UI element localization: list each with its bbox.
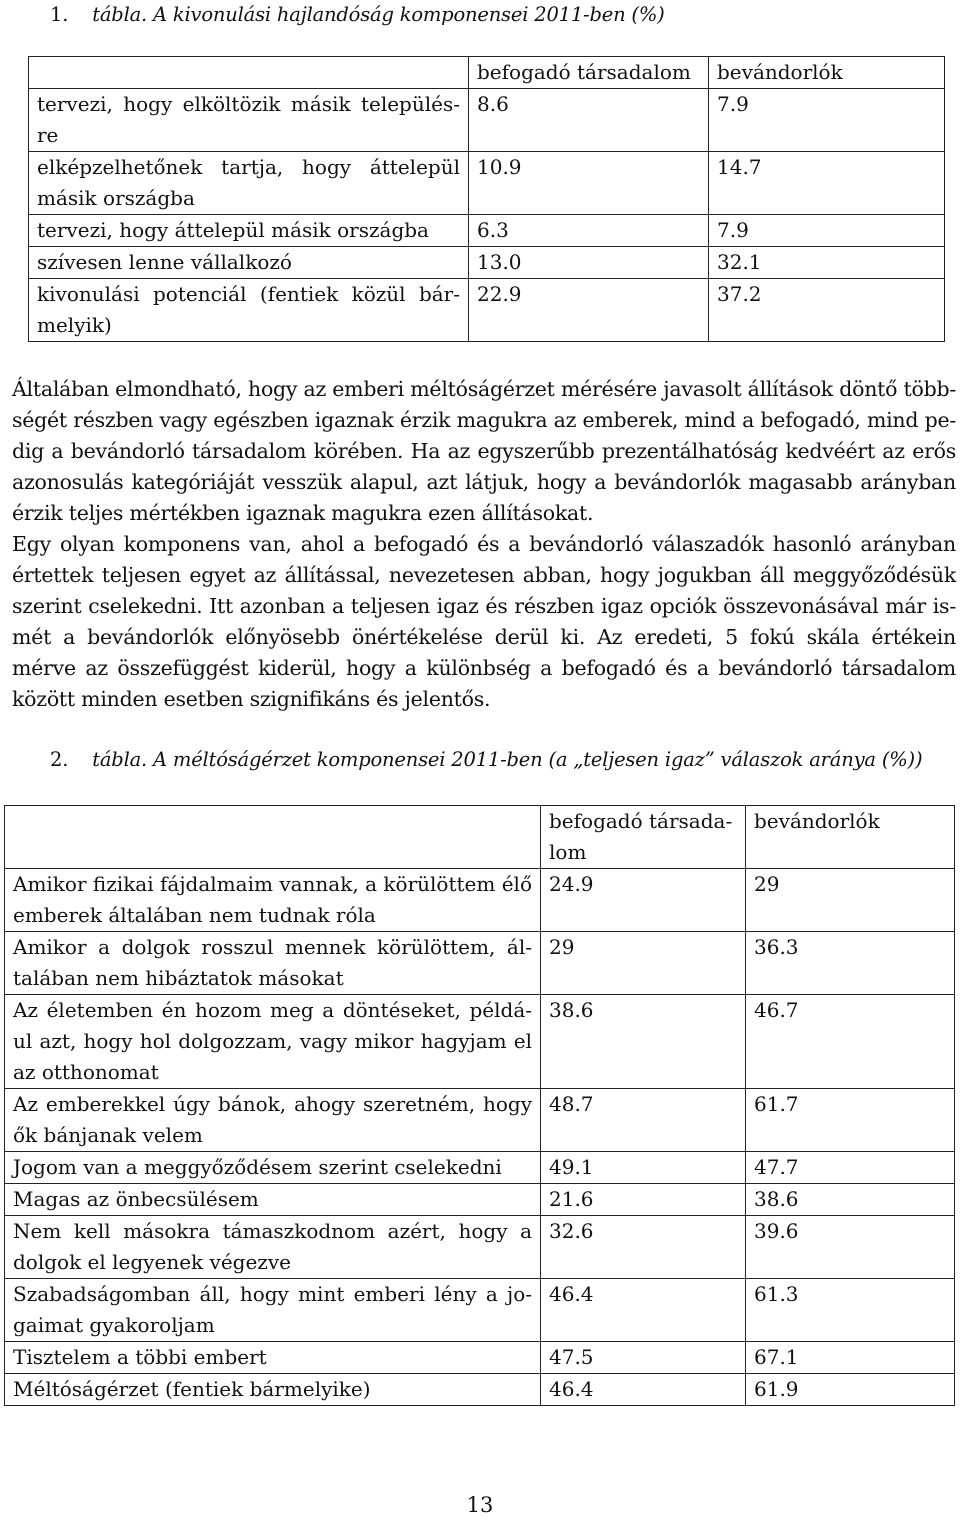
page-number: 13: [466, 1493, 494, 1517]
row-label: Méltóságérzet (fentiek bármelyike): [5, 1374, 541, 1406]
row-label: szívesen lenne vállalkozó: [29, 247, 469, 279]
paragraph-2: Egy olyan komponens van, ahol a befogadó és a bevándorló válaszadók hasonló arányban értettek teljesen egyet az állítással, nevezetesen abban, hogy jogukban áll meggyőződésük szerint cselekedni. Itt azonban a teljesen igaz és részben igaz opciók összevonásával már is-mét a bevándorlók előnyösebb önértékelése derül ki. Az eredeti, 5 fokú skála értékein mérve az összefüggést kiderül, hogy a különbség a befogadó és a bevándorló társadalom között minden esetben szignifikáns és jelentős.: [12, 532, 956, 711]
immigrant-value: 7.9: [709, 89, 945, 152]
table-row: [5, 1279, 955, 1342]
table-row: [5, 1152, 955, 1184]
column-header: befogadó társadalom: [469, 57, 709, 89]
immigrant-value: 36.3: [746, 932, 955, 995]
table-row: [5, 995, 955, 1089]
immigrant-value: 7.9: [709, 215, 945, 247]
table2-caption-number: 2.: [50, 748, 69, 771]
paragraph-1: Általában elmondható, hogy az emberi méltóságérzet mérésére javasolt állítások döntő több-ségét részben vagy egészben igaznak érzik magukra az emberek, mind a befogadó, mind pe-dig a bevándorló társadalom körében. Ha az egyszerűbb prezentálhatóság kedvéért az erős azonosulás kategóriáját vesszük alapul, azt látjuk, hogy a bevándorlók magasabb arányban érzik teljes mértékben igaznak magukra ezen állításokat.: [12, 377, 957, 525]
host-value: 46.4: [541, 1374, 746, 1406]
row-label: tervezi, hogy elköltözik másik település-re: [29, 89, 469, 152]
host-value: 47.5: [541, 1342, 746, 1374]
host-value: 10.9: [469, 152, 709, 215]
host-value: 24.9: [541, 869, 746, 932]
row-label: Nem kell másokra támaszkodnom azért, hogy a dolgok el legyenek végezve: [5, 1216, 541, 1279]
table-row: [29, 215, 945, 247]
host-value: 46.4: [541, 1279, 746, 1342]
table-header-row: [5, 806, 955, 869]
column-header: [5, 806, 541, 869]
table2-caption: [50, 748, 922, 771]
table1-caption-number: 1.: [50, 3, 69, 26]
body-text: [12, 374, 956, 715]
row-label: tervezi, hogy áttelepül másik országba: [29, 215, 469, 247]
row-label: Szabadságomban áll, hogy mint emberi lény a jo-gaimat gyakoroljam: [5, 1279, 541, 1342]
immigrant-value: 39.6: [746, 1216, 955, 1279]
table-header-row: [29, 57, 945, 89]
host-value: 21.6: [541, 1184, 746, 1216]
row-label: Magas az önbecsülésem: [5, 1184, 541, 1216]
column-header: bevándorlók: [746, 806, 955, 869]
table-row: [5, 1216, 955, 1279]
immigrant-value: 37.2: [709, 279, 945, 342]
immigrant-value: 38.6: [746, 1184, 955, 1216]
row-label: Amikor a dolgok rosszul mennek körülöttem, ál-talában nem hibáztatok másokat: [5, 932, 541, 995]
host-value: 29: [541, 932, 746, 995]
host-value: 6.3: [469, 215, 709, 247]
immigrant-value: 29: [746, 869, 955, 932]
column-header: befogadó társada-lom: [541, 806, 746, 869]
row-label: Az életemben én hozom meg a döntéseket, példá-ul azt, hogy hol dolgozzam, vagy mikor hagyjam el az otthonomat: [5, 995, 541, 1089]
table-row: [29, 247, 945, 279]
immigrant-value: 46.7: [746, 995, 955, 1089]
row-label: elképzelhetőnek tartja, hogy áttelepül másik országba: [29, 152, 469, 215]
immigrant-value: 32.1: [709, 247, 945, 279]
immigrant-value: 61.7: [746, 1089, 955, 1152]
table2: [4, 805, 955, 1406]
table1-caption: [50, 3, 665, 26]
host-value: 38.6: [541, 995, 746, 1089]
host-value: 49.1: [541, 1152, 746, 1184]
immigrant-value: 14.7: [709, 152, 945, 215]
table2-caption-text: tábla. A méltóságérzet komponensei 2011-ben (a „teljesen igaz” válaszok aránya (%)): [92, 748, 923, 771]
row-label: Tisztelem a többi embert: [5, 1342, 541, 1374]
host-value: 13.0: [469, 247, 709, 279]
table1: [28, 56, 945, 342]
immigrant-value: 61.9: [746, 1374, 955, 1406]
host-value: 32.6: [541, 1216, 746, 1279]
host-value: 8.6: [469, 89, 709, 152]
row-label: Amikor fizikai fájdalmaim vannak, a körülöttem élő emberek általában nem tudnak róla: [5, 869, 541, 932]
host-value: 22.9: [469, 279, 709, 342]
column-header: bevándorlók: [709, 57, 945, 89]
row-label: kivonulási potenciál (fentiek közül bár-melyik): [29, 279, 469, 342]
table-row: [29, 89, 945, 152]
immigrant-value: 61.3: [746, 1279, 955, 1342]
host-value: 48.7: [541, 1089, 746, 1152]
immigrant-value: 67.1: [746, 1342, 955, 1374]
table-row: [5, 1184, 955, 1216]
table-row: [5, 932, 955, 995]
immigrant-value: 47.7: [746, 1152, 955, 1184]
table1-caption-text: tábla. A kivonulási hajlandóság komponensei 2011-ben (%): [92, 3, 665, 26]
table-row: [5, 869, 955, 932]
table-row: [29, 279, 945, 342]
column-header: [29, 57, 469, 89]
row-label: Jogom van a meggyőződésem szerint cselekedni: [5, 1152, 541, 1184]
table-row: [5, 1089, 955, 1152]
table-row: [5, 1342, 955, 1374]
table-row: [29, 152, 945, 215]
table-row: [5, 1374, 955, 1406]
row-label: Az emberekkel úgy bánok, ahogy szeretném, hogy ők bánjanak velem: [5, 1089, 541, 1152]
